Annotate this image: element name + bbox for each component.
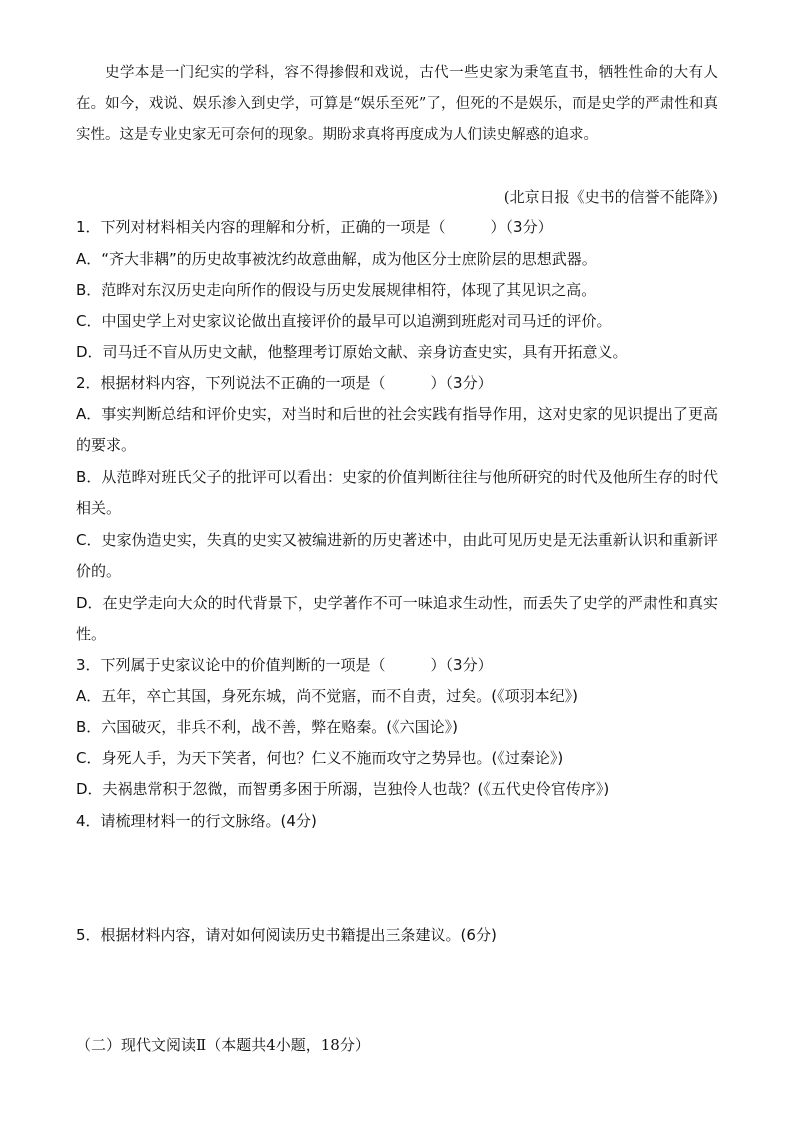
question-5-stem: 5．根据材料内容，请对如何阅读历史书籍提出三条建议。(6分) <box>76 926 497 944</box>
question-3-stem: 3．下列属于史家议论中的价值判断的一项是（ ）（3分） <box>76 656 493 674</box>
question-3-option-b: B．六国破灭，非兵不利，战不善，弊在赂秦。(《六国论》) <box>76 718 458 736</box>
question-2-option-d: D．在史学走向大众的时代背景下，史学著作不可一味追求生动性，而丢失了史学的严肃性和真实性。 <box>76 594 718 643</box>
question-1-option-c: C．中国史学上对史家议论做出直接评价的最早可以追溯到班彪对司马迁的评价。 <box>76 312 612 330</box>
question-3-option-a: A．五年，卒亡其国，身死东城，尚不觉寤，而不自责，过矣。(《项羽本纪》) <box>76 687 578 705</box>
question-2-option-b: B．从范晔对班氏父子的批评可以看出：史家的价值判断往往与他所研究的时代及他所生存的时代相关。 <box>76 468 718 517</box>
question-1-option-d: D．司马迁不盲从历史文献，他整理考订原始文献、亲身访查史实，具有开拓意义。 <box>76 343 628 361</box>
question-2-option-c: C．史家伪造史实，失真的史实又被编进新的历史著述中，由此可见历史是无法重新认识和重新评价的。 <box>76 531 718 580</box>
question-3-option-c: C．身死人手，为天下笑者，何也？仁义不施而攻守之势异也。(《过秦论》) <box>76 749 564 767</box>
section-2-heading: （二）现代文阅读Ⅱ（本题共4小题，18分） <box>76 1036 370 1054</box>
question-1-option-b: B．范晔对东汉历史走向所作的假设与历史发展规律相符，体现了其见识之高。 <box>76 281 597 299</box>
question-2-stem: 2．根据材料内容，下列说法不正确的一项是（ ）（3分） <box>76 374 493 392</box>
question-1-stem: 1．下列对材料相关内容的理解和分析，正确的一项是（ ）（3分） <box>76 218 553 236</box>
question-4-stem: 4．请梳理材料一的行文脉络。(4分) <box>76 812 317 830</box>
question-3-option-d: D．夫祸患常积于忽微，而智勇多困于所溺，岂独伶人也哉？(《五代史伶官传序》) <box>76 780 610 798</box>
passage-source: (北京日报《史书的信誉不能降》) <box>503 188 718 206</box>
passage-paragraph: 史学本是一门纪实的学科，容不得掺假和戏说，古代一些史家为秉笔直书，牺牲性命的大有人在。如今，戏说、娱乐渗入到史学，可算是“娱乐至死”了，但死的不是娱乐，而是史学的严肃性和真实性。这是专业史家无可奈何的现象。期盼求真将再度成为人们读史解惑的追求。 <box>76 65 718 143</box>
question-1-option-a: A．“齐大非耦”的历史故事被沈约故意曲解，成为他区分士庶阶层的思想武器。 <box>76 250 597 268</box>
question-2-option-a: A．事实判断总结和评价史实，对当时和后世的社会实践有指导作用，这对史家的见识提出了更高的要求。 <box>76 405 718 454</box>
